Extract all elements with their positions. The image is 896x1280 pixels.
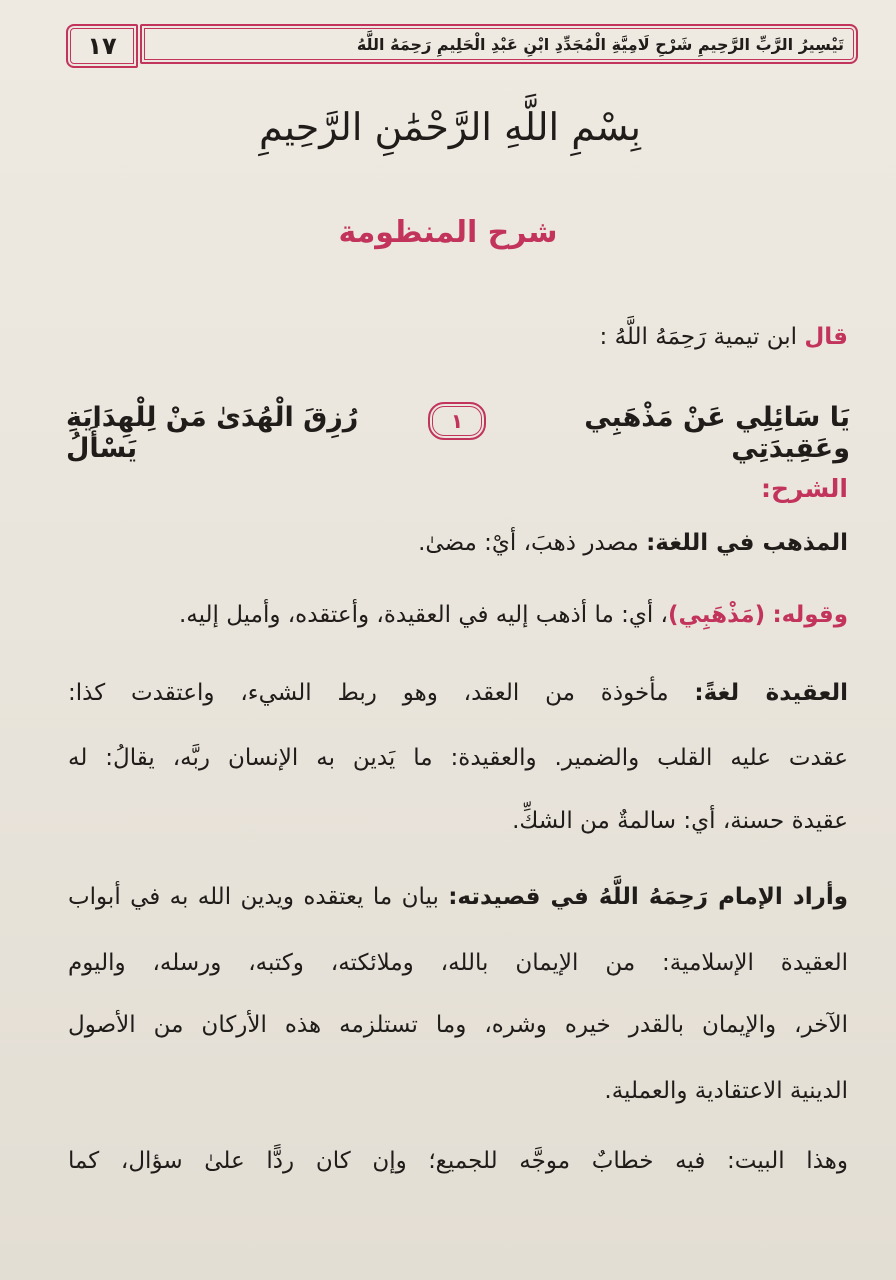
p4-line4: الدينية الاعتقادية والعملية. [604, 1078, 848, 1104]
intro-label: قال [804, 324, 848, 350]
basmala: بِسْمِ اللَّهِ الرَّحْمَٰنِ الرَّحِيمِ [259, 105, 641, 149]
p1-lead: المذهب في اللغة: [646, 530, 848, 556]
verse-hemistich-1: يَا سَائِلِي عَنْ مَذْهَبِي وعَقِيدَتِي [584, 402, 850, 464]
p4-line2: العقيدة الإسلامية: من الإيمان بالله، وملائكته، وكتبه، ورسله، واليوم [68, 950, 848, 976]
p3-line1: مأخوذة من العقد، وهو ربط الشيء، واعتقدت كذا: [68, 680, 669, 706]
p1-text: مصدر ذهبَ، أيْ: مضىٰ. [418, 530, 639, 556]
intro-line [68, 324, 848, 350]
paragraph-4-line-1 [68, 884, 848, 910]
verse-hemistich-2: رُزِقَ الْهُدَىٰ مَنْ لِلْهِدَايَةِ يَسْأَلُ [66, 402, 359, 464]
section-title: شرح المنظومة [338, 215, 558, 250]
paragraph-2 [68, 602, 848, 628]
page-number: ١٧ [66, 24, 138, 68]
p4-lead: وأراد الإمام رَحِمَهُ اللَّهُ في قصيدته: [448, 884, 848, 910]
p3-lead: العقيدة لغةً: [694, 680, 848, 706]
p3-line2: عقدت عليه القلب والضمير. والعقيدة: ما يَدين به الإنسان ربَّه، يقالُ: له [68, 745, 848, 771]
p4-line1: بيان ما يعتقده ويدين الله به في أبواب [68, 884, 439, 910]
verse-number: ١ [428, 402, 486, 440]
p3-line3: عقيدة حسنة، أي: سالمةٌ من الشكِّ. [512, 808, 848, 834]
verse [66, 398, 850, 464]
paragraph-1 [68, 530, 848, 556]
running-title: تَيْسِيرُ الرَّبِّ الرَّحِيمِ شَرْحِ لَامِيَّةِ الْمُجَدِّدِ ابْنِ عَبْدِ الْحَلِيمِ رَحِمَهُ اللَّهُ [140, 24, 858, 64]
page-header [66, 24, 862, 68]
p5-line1: وهذا البيت: فيه خطابٌ موجَّه للجميع؛ وإن كان ردًّا علىٰ سؤال، كما [68, 1148, 848, 1174]
paragraph-3-line-1 [68, 680, 848, 706]
p2-quote: (مَذْهَبِي) [667, 602, 766, 628]
p4-line3: الآخر، والإيمان بالقدر خيره وشره، وما تستلزمه هذه الأركان من الأصول [68, 1012, 848, 1038]
intro-text: ابن تيمية رَحِمَهُ اللَّهُ : [599, 324, 798, 350]
commentary-label: الشرح: [761, 474, 848, 503]
p2-lead: وقوله: [772, 602, 848, 628]
p2-text: ، أي: ما أذهب إليه في العقيدة، وأعتقده، وأميل إليه. [178, 602, 668, 628]
